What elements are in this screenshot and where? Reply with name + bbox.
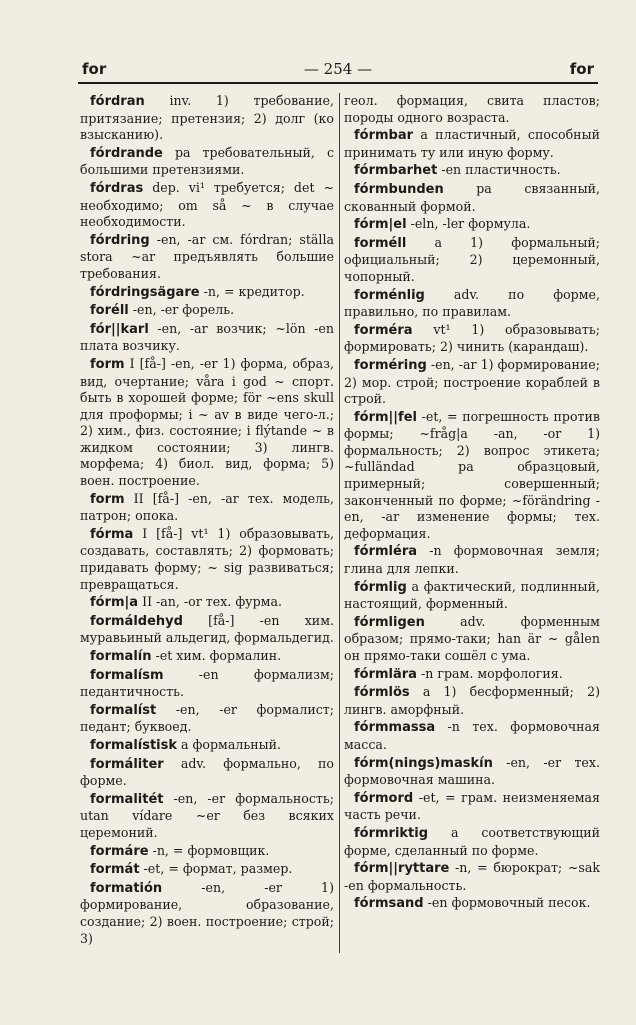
entry-headword: fórmlig bbox=[354, 579, 407, 595]
entry-headword: formáldehyd bbox=[90, 613, 183, 629]
header-left-guideword: for bbox=[82, 60, 107, 78]
right-column bbox=[344, 93, 600, 914]
entry-headword: fórm|a bbox=[90, 595, 139, 611]
dictionary-entry bbox=[344, 181, 600, 215]
dictionary-entry bbox=[80, 702, 334, 736]
entry-definition: -en, -ar 1) формирование; 2) мор. строй; построение кораблей в строй. bbox=[344, 356, 600, 407]
entry-definition: a пластичный, способный принимать ту или иную форму. bbox=[344, 127, 600, 160]
dictionary-entry bbox=[80, 145, 334, 179]
entry-headword: fórdring bbox=[90, 232, 150, 248]
entry-headword: fórdrande bbox=[90, 145, 163, 161]
entry-definition: -en формовочный песок. bbox=[427, 895, 591, 911]
entry-headword: formát bbox=[90, 862, 140, 878]
entry-headword: forméll bbox=[354, 235, 407, 251]
entry-headword: form bbox=[90, 356, 125, 372]
entry-headword: fórmbar bbox=[354, 128, 414, 144]
entry-headword: fórma bbox=[90, 526, 134, 542]
dictionary-entry bbox=[344, 755, 600, 789]
entry-definition: -n тех. формовочная масса. bbox=[344, 719, 600, 752]
dictionary-entry bbox=[344, 409, 600, 543]
entry-headword: fórmlös bbox=[354, 685, 410, 701]
dictionary-entry bbox=[80, 526, 334, 593]
entry-headword: fórmligen bbox=[354, 614, 425, 630]
page-header bbox=[78, 60, 598, 84]
entry-definition: a соответствующий форме, сделанный по форме. bbox=[344, 824, 600, 858]
dictionary-entry bbox=[344, 895, 600, 913]
entry-definition: -et, = формат, размер. bbox=[143, 861, 293, 877]
entry-headword: fórm|el bbox=[354, 217, 407, 233]
dictionary-entry bbox=[80, 861, 334, 879]
entry-definition: vt¹ 1) образовывать; формировать; 2) чинить (карандаш). bbox=[344, 321, 600, 355]
entry-headword: fórdras bbox=[90, 180, 144, 196]
dictionary-entry bbox=[344, 719, 600, 753]
entry-headword: formáliter bbox=[90, 756, 164, 772]
entry-definition: -et, = грам. неизменяемая часть речи. bbox=[344, 789, 600, 823]
entry-definition: -en, -er форель. bbox=[132, 302, 235, 318]
page-number: — 254 — bbox=[303, 60, 373, 78]
dictionary-entry bbox=[80, 321, 334, 355]
entry-headword: fór||karl bbox=[90, 321, 149, 337]
dictionary-entry bbox=[80, 491, 334, 525]
dictionary-entry bbox=[80, 180, 334, 231]
entry-definition: a фактический, подлинный, настоящий, форменный. bbox=[344, 578, 600, 612]
entry-definition: I [få-] vt¹ 1) образовывать, создавать, составлять; 2) формовать; придавать форму; ~ sig развиваться; превращаться. bbox=[80, 525, 334, 592]
entry-headword: fórmbarhet bbox=[354, 163, 438, 179]
entry-headword: fórmsand bbox=[354, 896, 424, 912]
dictionary-entry bbox=[344, 614, 600, 665]
entry-definition: adv. по форме, правильно, по правилам. bbox=[344, 286, 600, 320]
dictionary-entry bbox=[344, 790, 600, 824]
column-divider bbox=[339, 93, 340, 953]
dictionary-entry bbox=[344, 543, 600, 577]
dictionary-entry bbox=[344, 860, 600, 894]
dictionary-entry bbox=[344, 357, 600, 408]
dictionary-entry bbox=[344, 216, 600, 234]
entry-headword: formatión bbox=[90, 880, 163, 896]
dictionary-entry bbox=[80, 284, 334, 302]
dictionary-entry bbox=[344, 666, 600, 684]
dictionary-entry bbox=[344, 825, 600, 859]
entry-definition: геол. формация, свита пластов; породы одного возраста. bbox=[344, 93, 600, 125]
dictionary-entry bbox=[344, 162, 600, 180]
dictionary-entry bbox=[80, 791, 334, 842]
entry-definition: -en, -ar см. fórdran; ställa stora ~ar предъявлять большие требования. bbox=[80, 231, 334, 281]
entry-definition: -eln, -ler формула. bbox=[410, 216, 531, 232]
dictionary-entry bbox=[344, 322, 600, 356]
entry-headword: fórmléra bbox=[354, 544, 418, 560]
dictionary-entry bbox=[80, 756, 334, 790]
entry-headword: formalíst bbox=[90, 702, 157, 718]
entry-headword: formáre bbox=[90, 843, 149, 859]
dictionary-entry bbox=[80, 880, 334, 947]
dictionary-entry bbox=[80, 737, 334, 755]
entry-definition: adv. форменным образом; прямо-таки; han är ~ gålen он прямо-таки сошёл с ума. bbox=[344, 613, 600, 663]
entry-definition: a формальный. bbox=[181, 736, 282, 752]
entry-definition: I [få-] -en, -er 1) форма, образ, вид, очертание; våra i god ~ спорт. быть в хорошей форме; för ~ens skull для проформы; i ~ av в виде чего-л.; 2) хим., физ. состояние; i flýtande ~ в жидком состоянии; 3) лингв. морфема; 4) биол. вид, форма; 5) воен. построение. bbox=[80, 355, 334, 489]
entry-definition: adv. формально, по форме. bbox=[80, 755, 334, 789]
dictionary-entry bbox=[344, 235, 600, 286]
entry-definition: -n формовочная земля; глина для лепки. bbox=[344, 543, 600, 577]
entry-definition: II -an, -or тех. фурма. bbox=[142, 594, 282, 610]
entry-headword: formalín bbox=[90, 649, 152, 664]
entry-definition: -en, -er формалист; педант; буквоед. bbox=[80, 701, 334, 735]
entry-definition: -en, -ar возчик; ~lön -en плата возчику. bbox=[80, 320, 334, 354]
dictionary-entry bbox=[344, 684, 600, 718]
entry-definition: -et хим. формалин. bbox=[155, 648, 282, 663]
entry-definition: a 1) бесформенный; 2) лингв. аморфный. bbox=[344, 684, 600, 717]
entry-definition: inv. 1) требование, притязание; претензия; 2) долг (ко взысканию). bbox=[80, 93, 334, 143]
entry-definition: [få-] -en хим. муравьиный альдегид, формальдегид. bbox=[80, 612, 334, 646]
dictionary-entry bbox=[80, 648, 334, 666]
dictionary-entry bbox=[80, 667, 334, 701]
dictionary-entry bbox=[80, 594, 334, 612]
entry-definition: II [få-] -en, -ar тех. модель, патрон; опока. bbox=[80, 490, 334, 524]
left-column bbox=[80, 93, 334, 948]
entry-definition: dep. vi¹ требуется; det ~ необходимо; om så ~ в случае необходимости. bbox=[80, 179, 334, 230]
dictionary-entry bbox=[344, 579, 600, 613]
entry-headword: form bbox=[90, 491, 125, 507]
dictionary-entry bbox=[80, 356, 334, 490]
entry-definition: a 1) формальный; официальный; 2) церемонный, чопорный. bbox=[344, 234, 600, 284]
entry-definition: -en формализм; педантичность. bbox=[80, 666, 334, 700]
entry-headword: forméra bbox=[354, 322, 413, 338]
entry-headword: forméring bbox=[354, 357, 427, 373]
entry-headword: foréll bbox=[90, 303, 129, 319]
entry-headword: fórm(nings)maskín bbox=[354, 755, 493, 771]
entry-definition: -n грам. морфология. bbox=[420, 665, 563, 681]
entry-definition: pa требовательный, с большими претензиями. bbox=[80, 144, 334, 178]
entry-headword: fórdringsägare bbox=[90, 284, 200, 300]
entry-definition: -n, = бюрократ; ~sak -en формальность. bbox=[344, 860, 600, 893]
dictionary-entry bbox=[80, 613, 334, 647]
dictionary-entry bbox=[80, 843, 334, 861]
entry-headword: fórmord bbox=[354, 790, 414, 806]
dictionary-entry bbox=[344, 127, 600, 161]
dictionary-entry bbox=[344, 287, 600, 321]
entry-headword: fórm||fel bbox=[354, 409, 417, 425]
entry-definition: -en, -er формальность; utan vídare ~er без всяких церемоний. bbox=[80, 790, 334, 840]
entry-definition: -en, -er тех. формовочная машина. bbox=[344, 754, 600, 788]
dictionary-entry bbox=[80, 232, 334, 283]
entry-headword: fórm||ryttare bbox=[354, 861, 450, 877]
entry-definition: -n, = кредитор. bbox=[203, 283, 305, 299]
header-rule bbox=[78, 82, 598, 84]
entry-headword: fórmmassa bbox=[354, 720, 436, 736]
dictionary-entry bbox=[80, 302, 334, 320]
entry-headword: fórdran bbox=[90, 94, 145, 109]
entry-headword: formalísm bbox=[90, 667, 164, 683]
dictionary-entry bbox=[80, 93, 334, 144]
header-right-guideword: for bbox=[569, 60, 594, 78]
dictionary-entry bbox=[344, 93, 600, 126]
entry-definition: -n, = формовщик. bbox=[152, 842, 270, 858]
entry-headword: fórmbunden bbox=[354, 181, 444, 197]
entry-definition: pa связанный, скованный формой. bbox=[344, 180, 600, 214]
entry-headword: fórmlära bbox=[354, 666, 417, 682]
entry-headword: formalitét bbox=[90, 791, 164, 807]
entry-headword: fórmriktig bbox=[354, 825, 429, 841]
entry-definition: -en пластичность. bbox=[441, 162, 561, 178]
entry-headword: formalístisk bbox=[90, 737, 178, 753]
entry-definition: -et, = погрешность против формы; ~fråg|a -an, -or 1) формальность; 2) вопрос этикета; ~fulländad pa образцовый, примерный; совершенный; законченный по форме; ~förändring -en, -ar изменение формы; тех. деформация. bbox=[344, 408, 600, 541]
entry-definition: -en, -er 1) формирование, образование, создание; 2) воен. построение; строй; 3) bbox=[80, 879, 334, 946]
entry-headword: forménlig bbox=[354, 287, 425, 303]
